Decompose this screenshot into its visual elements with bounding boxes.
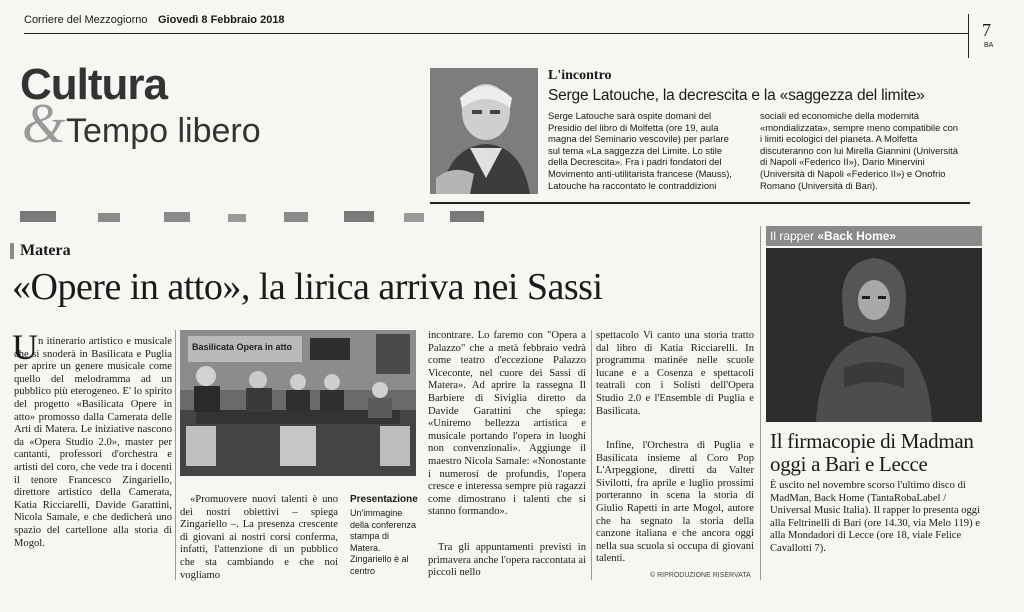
caption-title: Presentazione — [350, 494, 418, 505]
article-col1: n itinerario artistico e musicale che si snoderà in Basilicata e Puglia per aprire un genere musicale come quello del melodramma ad un pubblico più eterogeneo. E' lo spirito del progetto «Basilicata Opere in atto» promosso dalla Camerata delle Arti di Matera. Le iniziative nascono da «Opera Studio 2.0», master per cantanti, professori d'orchestra e artisti del coro, che vede tra i docenti il tenore Francesco Zingariello, direttore artistico della Camerata, Katia Ricciarelli, Davide Garattini, Nicola Samale, e che dedicherà uno spazio del cartellone alla storia di Mogol. — [14, 336, 172, 549]
article-col4: spettacolo Vi canto una storia tratto dal libro di Katia Ricciarelli. In programma matinée nelle scuole lucane e a Cosenza e spettacoli teatrali con i Solisti dell'Opera Studio 2.0 e l'Ensemble di Puglia e Basilicata. — [596, 330, 754, 417]
masthead: Corriere del Mezzogiorno — [24, 14, 148, 26]
article-col3: incontrare. Lo faremo con "Opera a Palazzo" che a metà febbraio vedrà come teatro d'eccezione Palazzo Viceconte, nel cuore dei Sassi di Matera». Ad aprire la rassegna Il Barbiere di Siviglia diretto da Davide Garattini che spiega: «Uniremo bellezza artistica e musicale portando l'opera in luoghi non convenzionali». Aggiunge il maestro Nicola Samale: «Nonostante i numerosi de profundis, l'opera cresce e interessa sempre più ragazzi come dimostrano i talenti che si stanno formando». — [428, 330, 586, 518]
sidebar-body: È uscito nel novembre scorso l'ultimo disco di MadMan, Back Home (TantaRobaLabel / Universal Music Italia). Il rapper lo presenta oggi alla Feltrinelli di Bari (ore 14.30, via Melo 119) e alla Mondadori di Lecce (ore 18, viale Felice Cavallotti 7). — [770, 480, 981, 554]
col-rule-sidebar — [760, 226, 761, 580]
article-col3b: Tra gli appuntamenti previsti in primavera anche l'opera raccontata ai piccoli nello — [428, 542, 586, 579]
article-headline: «Opere in atto», la lirica arriva nei Sassi — [12, 266, 603, 308]
article-kicker: Matera — [20, 242, 71, 259]
issue-date: Giovedì 8 Febbraio 2018 — [158, 14, 285, 26]
article-col4b: Infine, l'Orchestra di Puglia e Basilicata insieme al Coro Pop L'Arpeggione, diretti da Valter Sivilotti, fra aprile e luglio prossimi porteranno in scena la storia di Giulio Rapetti in arte Mogol, autore che ha segnato la storia della canzone italiana e che ancora oggi nella sua scuola si occupa di giovani talenti. — [596, 440, 754, 565]
incontro-bottom-rule — [430, 202, 970, 204]
col-rule-3 — [591, 330, 592, 580]
article-col2: «Promuovere nuovi talenti è uno dei nostri obiettivi – spiega Zingariello –. La presenza crescente di giovani ai nostri corsi conferma, infatti, l'attenzione di un pubblico che sta cambiando e che noi vogliamo — [180, 494, 338, 581]
sidebar-kicker-prefix: Il rapper — [770, 229, 815, 243]
sidebar-headline: Il firmacopie di Madman oggi a Bari e Lecce — [770, 429, 974, 476]
page-number: 7 — [982, 20, 991, 40]
section-title-cultura: Cultura — [20, 60, 167, 109]
latouche-photo — [430, 68, 538, 194]
incontro-kicker: L'incontro — [548, 68, 612, 83]
edition-code: BA — [984, 42, 994, 49]
incontro-headline: Serge Latouche, la decrescita e la «saggezza del limite» — [548, 87, 925, 104]
col-rule-1 — [175, 330, 176, 580]
dropcap: U — [12, 327, 38, 367]
section-title-tempo-libero: Tempo libero — [66, 112, 261, 150]
photo-banner-text: Basilicata Opera in atto — [192, 342, 293, 352]
conference-photo — [180, 330, 416, 476]
caption-text: Un'immagine della conferenza stampa di Matera. Zingariello è al centro — [350, 508, 417, 576]
header-rule — [24, 33, 968, 34]
copyright-note: © RIPRODUZIONE RISERVATA — [650, 572, 751, 579]
matera-kicker-bar — [10, 243, 14, 259]
section-ampersand: & — [22, 93, 66, 155]
sidebar-kicker-highlight: «Back Home» — [817, 229, 897, 243]
incontro-col1: Serge Latouche sarà ospite domani del Presidio del libro di Molfetta (ore 19, aula magna del Seminario vescovile) per parlare sul tema «La saggezza del Limite. Lo stile della Decrescita». Fra i padri fondatori del Movimento anti-utilitarista francese (Mauss), Latouche ha raccontato le contraddizioni — [548, 110, 732, 191]
faded-strip — [14, 208, 754, 222]
sidebar-kicker — [770, 229, 896, 243]
incontro-col2: sociali ed economiche della modernità «mondializzata», sempre meno compatibile con i limiti ecologici del pianeta. A Molfetta discuteranno con lui Mirella Giannini (Università di Napoli «Federico II»), Dario Minervini (Università di Napoli «Federico II») e Onofrio Romano (Università di Bari). — [760, 110, 959, 191]
page-number-divider — [968, 14, 969, 58]
madman-photo — [766, 248, 982, 422]
